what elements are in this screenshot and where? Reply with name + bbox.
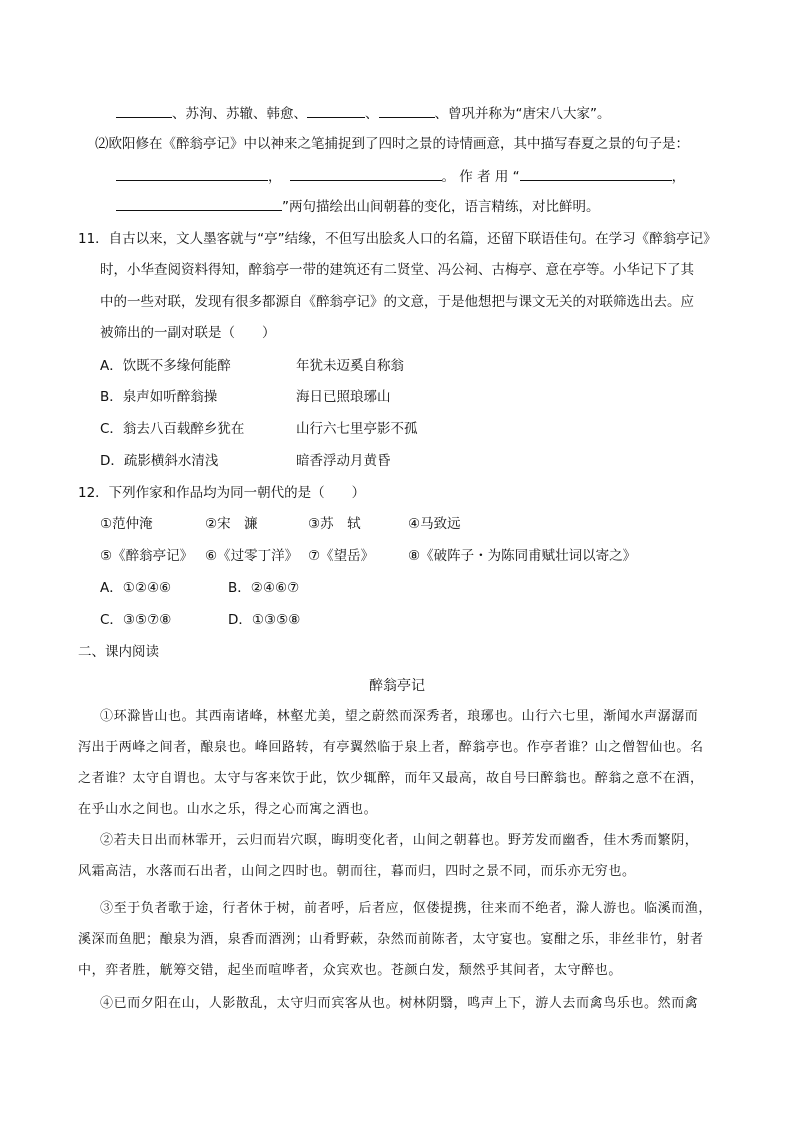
q12-stem: 12．下列作家和作品均为同一朝代的是（ ） xyxy=(78,485,366,501)
passage-line: ②若夫日出而林霏开，云归而岩穴暝，晦明变化者，山间之朝暮也。野芳发而幽香，佳木秀而繁阴， xyxy=(100,833,699,848)
author-item: ③苏 轼 xyxy=(308,516,361,532)
author-item: ②宋 濂 xyxy=(205,516,258,532)
work-item: ⑧《破阵子・为陈同甫赋壮词以寄之》 xyxy=(408,548,637,564)
section-heading: 二、课内阅读 xyxy=(78,644,159,660)
work-item: ⑤《醉翁亭记》 xyxy=(100,548,194,564)
passage-line: ③至于负者歌于途，行者休于树，前者呼，后者应，伛偻提携，往来而不绝者，滁人游也。临溪而渔， xyxy=(100,901,713,916)
q12-option-d[interactable]: D．①③⑤⑧ xyxy=(228,612,301,628)
passage-line: 中，弈者胜，觥筹交错，起坐而喧哗者，众宾欢也。苍颜白发，颓然乎其间者，太守醉也。 xyxy=(78,963,623,978)
passage-title: 醉翁亭记 xyxy=(369,678,425,694)
answer-blank[interactable] xyxy=(379,103,435,118)
passage-line: ④已而夕阳在山，人影散乱，太守归而宾客从也。树林阴翳，鸣声上下，游人去而禽鸟乐也。然而禽 xyxy=(100,996,699,1011)
answer-blank[interactable] xyxy=(116,103,172,118)
answer-blank[interactable] xyxy=(307,103,365,118)
answer-blank[interactable] xyxy=(520,166,672,181)
answer-blank[interactable] xyxy=(290,166,442,181)
q10-line3: ， 。 作 者 用 “ ， xyxy=(116,166,685,187)
author-item: ①范仲淹 xyxy=(100,516,153,532)
q11-stem-4: 被筛出的一副对联是（ ） xyxy=(100,325,276,341)
q11-stem-1: 11．自古以来，文人墨客就与“亭”结缘，不但写出脍炙人口的名篇，还留下联语佳句。在学习《醉翁亭记》 xyxy=(78,231,717,247)
work-item: ⑥《过零丁洋》 xyxy=(205,548,299,564)
answer-blank[interactable] xyxy=(116,196,282,211)
passage-line: 之者谁？太守自谓也。太守与客来饮于此，饮少辄醉，而年又最高，故自号曰醉翁也。醉翁之意不在酒， xyxy=(78,771,704,786)
q11-stem-3: 中的一些对联，发现有很多都源自《醉翁亭记》的文意，于是他想把与课文无关的对联筛选出去。应 xyxy=(100,294,694,310)
q11-stem-2: 时，小华查阅资料得知，醉翁亭一带的建筑还有二贤堂、冯公祠、古梅亭、意在亭等。小华记下了其 xyxy=(100,262,694,278)
work-item: ⑦《望岳》 xyxy=(308,548,375,564)
author-item: ④马致远 xyxy=(408,516,461,532)
answer-blank[interactable] xyxy=(116,166,268,181)
q12-option-a[interactable]: A．①②④⑥ xyxy=(100,580,172,596)
q12-option-b[interactable]: B．②④⑥⑦ xyxy=(228,580,300,596)
q12-option-c[interactable]: C．③⑤⑦⑧ xyxy=(100,612,172,628)
q10-line1: 、苏洵、苏辙、韩愈、 、 、曾巩并称为“唐宋八大家”。 xyxy=(116,103,611,124)
passage-line: 泻出于两峰之间者，酿泉也。峰回路转，有亭翼然临于泉上者，醉翁亭也。作亭者谁？山之僧智仙也。名 xyxy=(78,740,704,755)
passage-line: 溪深而鱼肥；酿泉为酒，泉香而酒洌；山肴野蔌，杂然而前陈者，太守宴也。宴酣之乐，非丝非竹，射者 xyxy=(78,932,704,947)
passage-line: 在乎山水之间也。山水之乐，得之心而寓之酒也。 xyxy=(78,802,378,817)
q10-line4: ”两句描绘出山间朝暮的变化，语言精练，对比鲜明。 xyxy=(116,196,600,217)
passage-line: ①环滁皆山也。其西南诸峰，林壑尤美，望之蔚然而深秀者，琅琊也。山行六七里，渐闻水声潺潺而 xyxy=(100,709,699,724)
passage-line: 风霜高洁，水落而石出者，山间之四时也。朝而往，暮而归，四时之景不同，而乐亦无穷也。 xyxy=(78,864,636,879)
q10-sub2: ⑵欧阳修在《醉翁亭记》中以神来之笔捕捉到了四时之景的诗情画意，其中描写春夏之景的句子是： xyxy=(95,136,689,152)
